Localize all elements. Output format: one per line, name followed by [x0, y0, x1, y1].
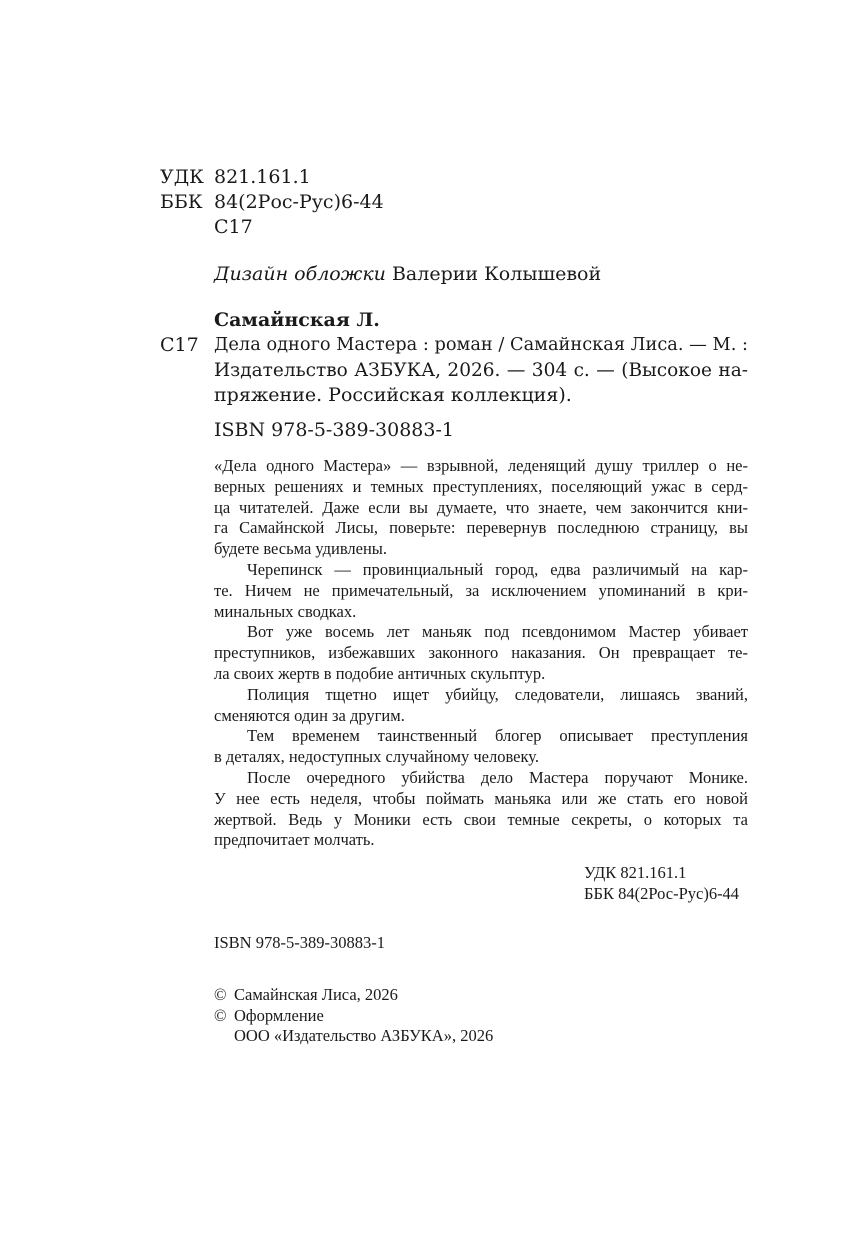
annotation-paragraph — [214, 456, 748, 560]
isbn: ISBN 978-5-389-30883-1 — [214, 419, 454, 441]
record-line: Дела одного Мастера : роман / Самайнская Лиса. — М. : — [214, 335, 748, 355]
bbk-label: ББК — [160, 191, 203, 213]
copyright-symbol: © — [214, 985, 227, 1004]
annotation-line: «Дела одного Мастера» — взрывной, леденящий душу триллер о не- — [214, 456, 748, 475]
annotation-paragraph — [214, 685, 748, 727]
cover-design-prefix: Дизайн обложки — [214, 263, 386, 285]
bbk-row — [160, 190, 384, 215]
annotation-line: сменяются один за другим. — [214, 705, 405, 725]
copyright-symbol: © — [214, 1005, 227, 1025]
copyright-author-row — [214, 985, 493, 1006]
annotation-line: верных решениях и темных преступлениях, поселяющий ужас в серд- — [214, 476, 748, 496]
cover-design-credit — [214, 262, 601, 287]
annotation-line: в деталях, недоступных случайному человеку. — [214, 747, 539, 767]
udk-row — [160, 165, 384, 190]
annotation-line: У нее есть неделя, чтобы поймать маньяка или же стать его новой — [214, 788, 748, 808]
bbk-value: 84(2Рос-Рус)6-44 — [214, 191, 384, 213]
footer-udk: УДК 821.161.1 — [584, 863, 687, 882]
annotation — [214, 456, 748, 851]
annotation-line: те. Ничем не примечательный, за исключением упоминаний в кри- — [214, 580, 748, 600]
copyright-publisher: ООО «Издательство АЗБУКА», 2026 — [234, 1026, 494, 1045]
record-cutter: С17 — [160, 334, 199, 356]
annotation-line: преступников, избежавших законного наказания. Он превращает те- — [214, 643, 748, 663]
copyright-author: Самайнская Лиса, 2026 — [234, 985, 398, 1004]
copyright-design-label: Оформление — [234, 1005, 324, 1025]
footer-classification-codes — [584, 862, 739, 904]
record-line: пряжение. Российская коллекция). — [214, 384, 572, 406]
cutter-row — [160, 215, 384, 240]
record-line: Издательство АЗБУКА, 2026. — 304 с. — (Высокое на- — [214, 360, 748, 381]
copyright-block — [214, 985, 493, 1047]
annotation-paragraph — [214, 726, 748, 768]
annotation-line: Полиция тщетно ищет убийцу, следователи, лишаясь званий, — [247, 684, 748, 704]
udk-value: 821.161.1 — [214, 166, 311, 188]
annotation-line: Вот уже восемь лет маньяк под псевдонимом Мастер убивает — [247, 622, 748, 642]
footer-isbn: ISBN 978-5-389-30883-1 — [214, 933, 385, 952]
annotation-line: жертвой. Ведь у Моники есть свои темные секреты, о которых та — [214, 809, 748, 829]
udk-label: УДК — [160, 166, 204, 188]
bibliographic-record — [214, 333, 748, 408]
annotation-paragraph — [214, 622, 748, 684]
annotation-line: га Самайнской Лисы, поверьте: перевернув последнюю страницу, вы — [214, 518, 748, 538]
cutter-code: С17 — [214, 216, 253, 238]
annotation-line: ла своих жертв в подобие античных скульптур. — [214, 663, 546, 683]
cover-designer-name: Валерии Колышевой — [391, 263, 602, 285]
annotation-paragraph — [214, 768, 748, 851]
footer-bbk: ББК 84(2Рос-Рус)6-44 — [584, 884, 740, 903]
annotation-paragraph — [214, 560, 748, 622]
annotation-line: будете весьма удивлены. — [214, 539, 388, 559]
copyright-design-row — [214, 1006, 493, 1027]
annotation-line: ца читателей. Даже если вы думаете, что знаете, чем закончится кни- — [214, 497, 748, 517]
annotation-line: минальных сводках. — [214, 601, 357, 621]
annotation-line: Черепинск — провинциальный город, едва различимый на кар- — [247, 559, 748, 579]
classification-codes — [160, 165, 384, 240]
annotation-line: После очередного убийства дело Мастера поручают Монике. — [247, 767, 748, 787]
author-heading: Самайнская Л. — [214, 309, 380, 331]
copyright-publisher-row — [214, 1026, 493, 1047]
annotation-line: предпочитает молчать. — [214, 830, 375, 850]
annotation-line: Тем временем таинственный блогер описывает преступления — [247, 726, 748, 746]
